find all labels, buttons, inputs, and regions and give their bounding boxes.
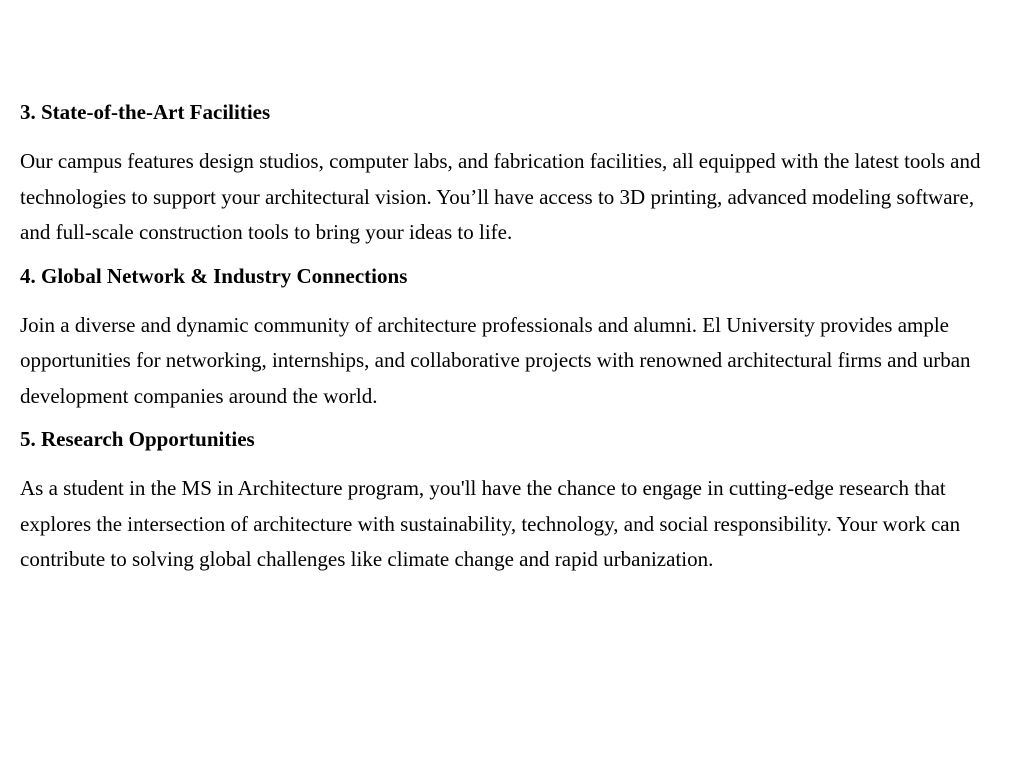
facilities-heading: 3. State-of-the-Art Facilities — [20, 100, 271, 124]
global-network-paragraph: Join a diverse and dynamic community of architecture professionals and alumni. El University provides ample opportunities for networking, internships, and collaborative projects with renowned architectural firms and urban development companies around the world. — [20, 312, 971, 408]
research-heading: 5. Research Opportunities — [20, 427, 255, 451]
global-network-heading: 4. Global Network & Industry Connections — [20, 263, 408, 288]
global-network-section — [20, 259, 995, 415]
research-paragraph: As a student in the MS in Architecture program, you'll have the chance to engage in cutting-edge research that explores the intersection of architecture with sustainability, technology, and social responsibility. Your work can contribute to solving global challenges like climate change and rapid urbanization. — [20, 476, 961, 571]
facilities-paragraph: Our campus features design studios, computer labs, and fabrication facilities, all equipped with the latest tools and technologies to support your architectural vision. You’ll have access to 3D printing, advanced modeling software, and full-scale construction tools to bring your ideas to life. — [20, 149, 981, 244]
research-section — [20, 422, 995, 578]
facilities-section — [20, 95, 995, 251]
document-content — [20, 95, 995, 586]
